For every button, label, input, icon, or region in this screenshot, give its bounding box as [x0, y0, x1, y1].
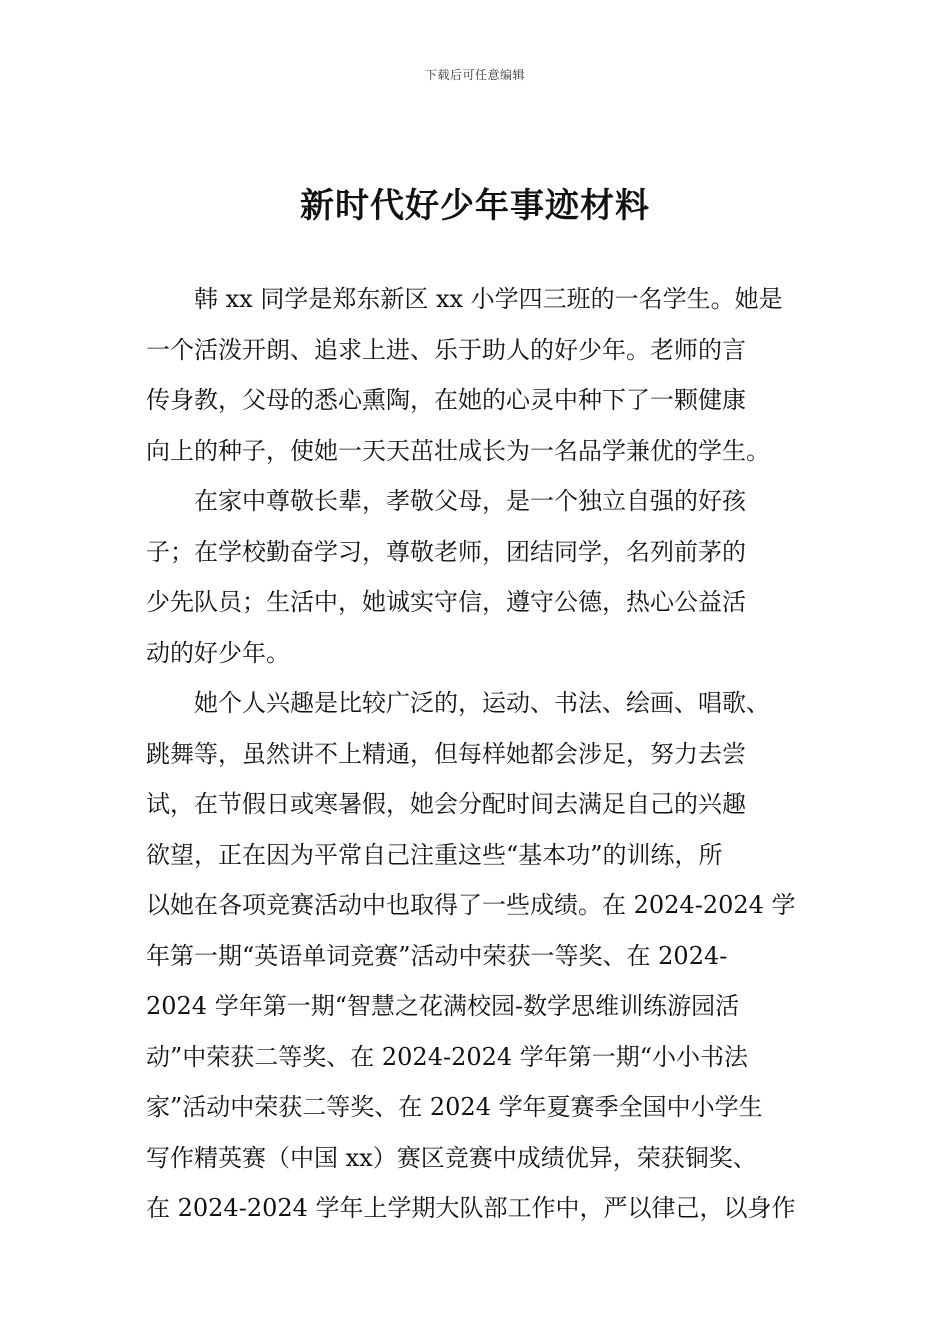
paragraph-line: 动的好少年。 [146, 638, 290, 667]
document-title: 新时代好少年事迹材料 [300, 186, 650, 226]
paragraph-line: 年第一期“英语单词竞赛”活动中荣获一等奖、在 2024- [146, 941, 728, 970]
paragraph-line: 以她在各项竞赛活动中也取得了一些成绩。在 2024-2024 学 [146, 891, 796, 919]
paragraph-line: 少先队员；生活中，她诚实守信，遵守公德，热心公益活 [146, 588, 746, 616]
paragraph-line: 跳舞等，虽然讲不上精通，但每样她都会涉足，努力去尝 [146, 739, 746, 768]
paragraph-line: 动”中荣获二等奖、在 2024-2024 学年第一期“小小书法 [146, 1042, 749, 1071]
paragraph-line: 传身教，父母的悉心熏陶，在她的心灵中种下了一颗健康 [146, 386, 746, 414]
paragraph-line: 在 2024-2024 学年上学期大队部工作中，严以律己，以身作 [146, 1194, 796, 1222]
paragraph-line: 家”活动中荣获二等奖、在 2024 学年夏赛季全国中小学生 [146, 1093, 763, 1121]
paragraph-line: 她个人兴趣是比较广泛的，运动、书法、绘画、唱歌、 [194, 689, 770, 717]
header-note: 下载后可任意编辑 [424, 68, 525, 82]
paragraph-line: 韩 xx 同学是郑东新区 xx 小学四三班的一名学生。她是 [194, 285, 783, 313]
paragraph-line: 2024 学年第一期“智慧之花满校园-数学思维训练游园活 [146, 992, 740, 1020]
paragraph-line: 写作精英赛（中国 xx）赛区竞赛中成绩优异，荣获铜奖、 [146, 1143, 757, 1172]
paragraph-line: 试，在节假日或寒暑假，她会分配时间去满足自己的兴趣 [146, 790, 746, 818]
paragraph-1 [146, 280, 808, 482]
paragraph-line: 欲望，正在因为平常自己注重这些“基本功”的训练，所 [146, 840, 723, 869]
paragraph-3 [146, 684, 808, 1240]
paragraph-line: 在家中尊敬长辈，孝敬父母，是一个独立自强的好孩 [194, 487, 746, 515]
paragraph-line: 向上的种子，使她一天天茁壮成长为一名品学兼优的学生。 [146, 436, 770, 465]
document-body [146, 280, 808, 1240]
paragraph-2 [146, 482, 808, 684]
paragraph-line: 子；在学校勤奋学习，尊敬老师，团结同学，名列前茅的 [146, 537, 746, 566]
paragraph-line: 一个活泼开朗、追求上进、乐于助人的好少年。老师的言 [146, 335, 746, 364]
